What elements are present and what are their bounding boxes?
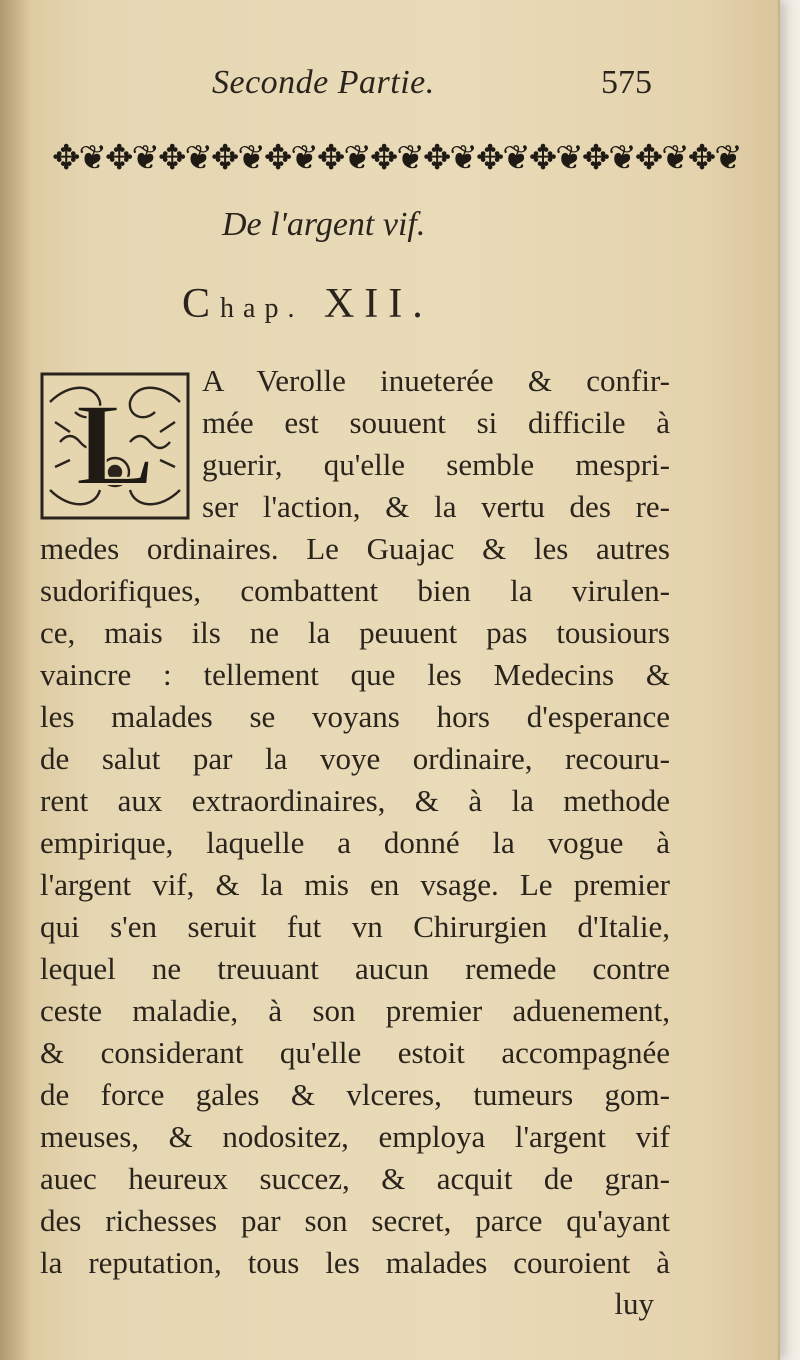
text-line: de salut par la voye ordinaire, recouru- — [40, 741, 670, 776]
text-line: meuses, & nodositez, employa l'argent vif — [40, 1119, 670, 1154]
drop-cap-letter: L — [75, 379, 155, 510]
text-line: ceste maladie, à son premier aduenement, — [40, 993, 670, 1028]
chapter-prefix-initial: C — [182, 281, 221, 327]
text-line: guerir, qu'elle semble mespri- — [202, 447, 670, 482]
running-head — [60, 64, 660, 114]
drop-cap-initial — [40, 372, 190, 520]
ornament-band: ✥❦✥❦✥❦✥❦✥❦✥❦✥❦✥❦✥❦✥❦✥❦✥❦✥❦ — [52, 138, 741, 178]
text-line: lequel ne treuuant aucun remede contre — [40, 951, 670, 986]
text-line: ce, mais ils ne la peuuent pas tousiours — [40, 615, 670, 650]
text-line: les malades se voyans hors d'esperance — [40, 699, 670, 734]
text-line: l'argent vif, & la mis en vsage. Le premier — [40, 867, 670, 902]
section-title: De l'argent vif. — [222, 206, 426, 243]
page-gutter-shadow — [0, 0, 30, 1360]
text-line: & considerant qu'elle estoit accompagnée — [40, 1035, 670, 1070]
text-line: rent aux extraordinaires, & à la methode — [40, 783, 670, 818]
text-line: auec heureux succez, & acquit de gran- — [40, 1161, 670, 1196]
text-line: vaincre : tellement que les Medecins & — [40, 657, 670, 692]
text-line: empirique, laquelle a donné la vogue à — [40, 825, 670, 860]
chapter-prefix: hap. — [220, 293, 304, 324]
text-line: la reputation, tous les malades couroient à — [40, 1245, 670, 1280]
text-line: mée est souuent si difficile à — [202, 405, 670, 440]
text-line: sudorifiques, combattent bien la virulen- — [40, 573, 670, 608]
page-number: 575 — [601, 64, 652, 101]
text-line: ser l'action, & la vertu des re- — [202, 489, 670, 524]
text-line: A Verolle inueterée & confir- — [202, 363, 670, 398]
text-line: des richesses par son secret, parce qu'ayant — [40, 1203, 670, 1238]
catchword: luy — [614, 1286, 654, 1321]
running-title: Seconde Partie. — [212, 64, 435, 101]
text-line: de force gales & vlceres, tumeurs gom- — [40, 1077, 670, 1112]
chapter-heading — [182, 280, 433, 328]
text-line: medes ordinaires. Le Guajac & les autres — [40, 531, 670, 566]
text-line: qui s'en seruit fut vn Chirurgien d'Italie, — [40, 909, 670, 944]
chapter-number: XII. — [323, 281, 433, 327]
